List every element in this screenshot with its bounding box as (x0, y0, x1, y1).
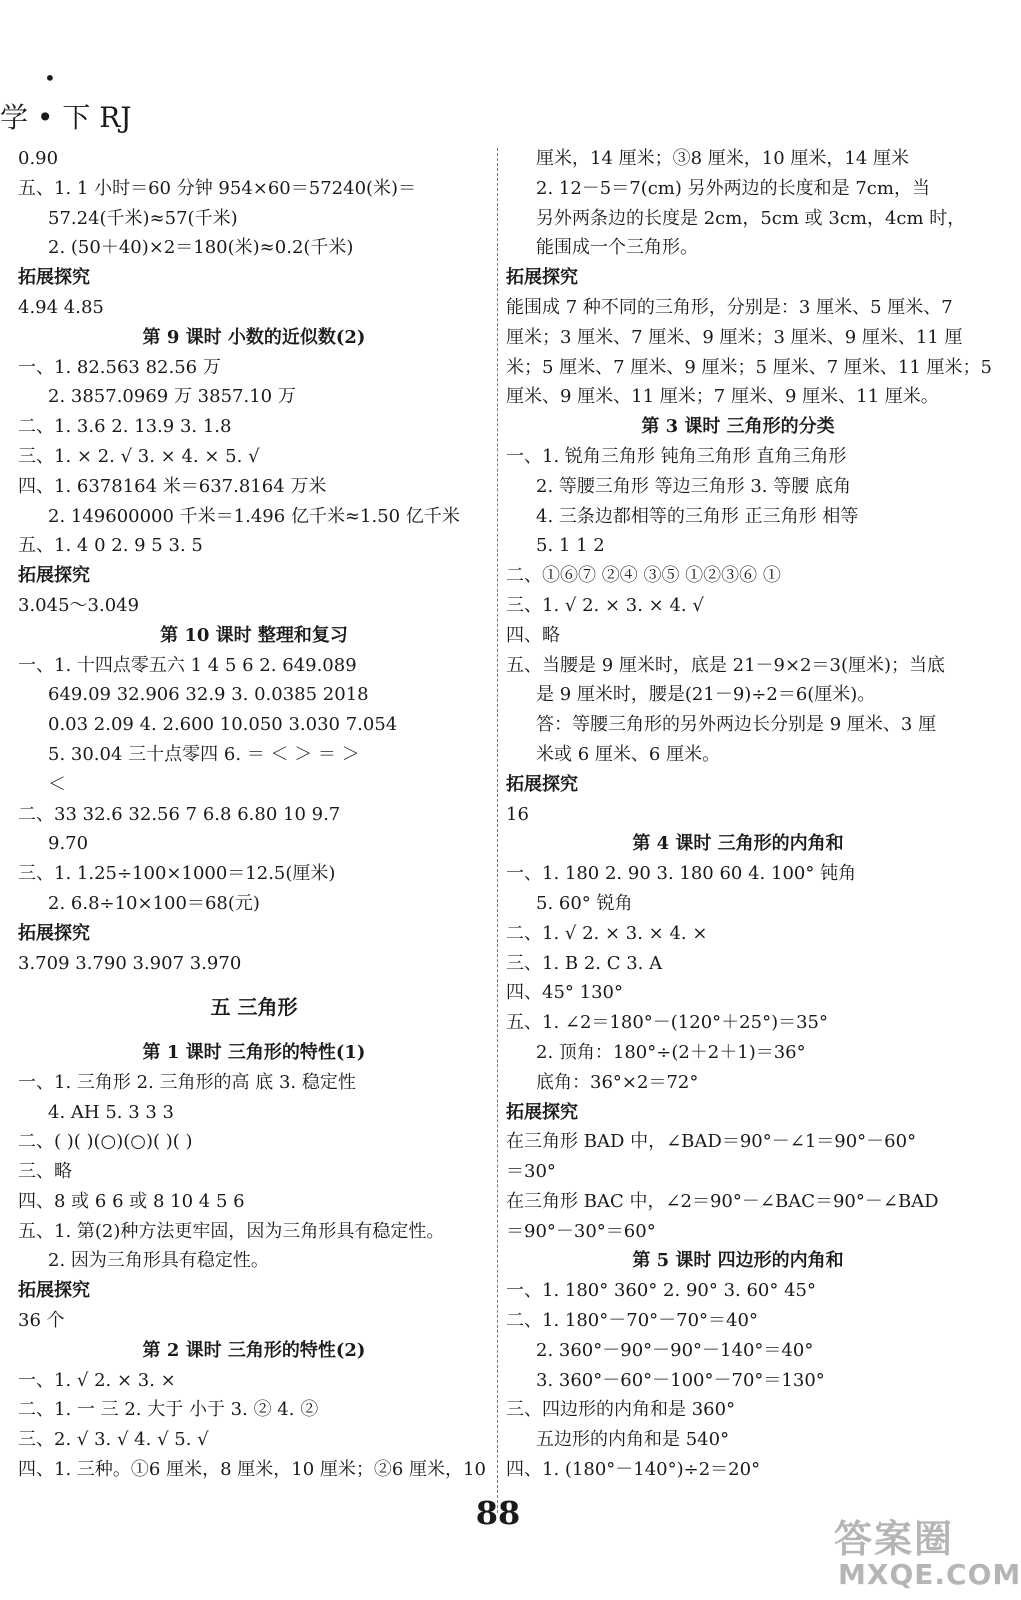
answer-line-indented: 2. 因为三角形具有稳定性。 (48, 1250, 269, 1272)
section-heading: 拓展探究 (506, 267, 578, 289)
answer-line: 五、1. 1 小时＝60 分钟 954×60＝57240(米)＝ (18, 177, 417, 199)
answer-line: 四、1. 三种。①6 厘米，8 厘米，10 厘米；②6 厘米，10 (18, 1459, 486, 1481)
answer-line-indented: 2. (50＋40)×2＝180(米)≈0.2(千米) (48, 237, 354, 259)
left-column (18, 144, 490, 1485)
answer-line: 二、1. √ 2. × 3. × 4. × (506, 922, 708, 944)
answer-line: 三、四边形的内角和是 360° (506, 1399, 736, 1421)
answer-line-indented: 2. 3857.0969 万 3857.10 万 (48, 386, 296, 408)
lesson-title: 第 5 课时 四边形的内角和 (632, 1250, 844, 1272)
answer-line: 四、1. (180°－140°)÷2＝20° (506, 1459, 761, 1481)
answer-line-indented: 答：等腰三角形的另外两边长分别是 9 厘米、3 厘 (536, 714, 937, 736)
answer-line: 三、1. √ 2. × 3. × 4. √ (506, 594, 704, 616)
answer-line: 能围成 7 种不同的三角形，分别是：3 厘米、5 厘米、7 (506, 296, 953, 318)
answer-line-indented: 9.70 (48, 833, 89, 855)
answer-line: 二、①⑥⑦ ②④ ③⑤ ①②③⑥ ① (506, 565, 781, 587)
answer-line: 四、8 或 6 6 或 8 10 4 5 6 (18, 1190, 245, 1212)
answer-line-indented: 米或 6 厘米、6 厘米。 (536, 743, 721, 765)
answer-line: 一、1. 十四点零五六 1 4 5 6 2. 649.089 (18, 654, 357, 676)
lesson-title: 第 2 课时 三角形的特性(2) (142, 1339, 366, 1361)
column-divider (497, 148, 498, 1513)
chapter-title: 五 三角形 (210, 995, 298, 1020)
answer-line-indented: 4. AH 5. 3 3 3 (48, 1101, 175, 1123)
answer-line: 四、略 (506, 624, 560, 646)
answer-line-indented: 57.24(千米)≈57(千米) (48, 207, 238, 229)
answer-line-indented: 五边形的内角和是 540° (536, 1429, 730, 1451)
section-heading: 拓展探究 (18, 565, 90, 587)
answer-line-indented: 2. 6.8÷10×100＝68(元) (48, 892, 260, 914)
answer-line-indented: 4. 三条边都相等的三角形 正三角形 相等 (536, 505, 859, 527)
answer-line: 一、1. √ 2. × 3. × (18, 1369, 176, 1391)
answer-line: 二、33 32.6 32.56 7 6.8 6.80 10 9.7 (18, 803, 341, 825)
answer-line: 二、1. 一 三 2. 大于 小于 3. ② 4. ② (18, 1399, 319, 1421)
answer-line: ＝30° (506, 1161, 556, 1183)
lesson-title: 第 3 课时 三角形的分类 (641, 416, 835, 438)
answer-line: 3.709 3.790 3.907 3.970 (18, 952, 242, 974)
answer-line: 0.90 (18, 148, 59, 169)
answer-line: 厘米；3 厘米、7 厘米、9 厘米；3 厘米、9 厘米、11 厘 (506, 326, 963, 348)
answer-line: 五、1. 4 0 2. 9 5 3. 5 (18, 535, 203, 557)
answer-line-indented: 2. 顶角：180°÷(2＋2＋1)＝36° (536, 1041, 806, 1063)
section-heading: 拓展探究 (506, 773, 578, 795)
answer-line: 在三角形 BAD 中，∠BAD＝90°－∠1＝90°－60° (506, 1131, 917, 1153)
answer-line: 16 (506, 803, 529, 825)
section-heading: 拓展探究 (18, 922, 90, 944)
answer-line: 一、1. 180 2. 90 3. 180 60 4. 100° 钝角 (506, 863, 857, 885)
answer-line-indented: ＜ (48, 773, 66, 795)
answer-line-indented: 3. 360°－60°－100°－70°＝130° (536, 1369, 825, 1391)
right-column (506, 144, 992, 1485)
header-dot: • (44, 66, 56, 90)
answer-line: 二、( )( )(○)(○)( )( ) (18, 1131, 193, 1153)
answer-line-indented: 5. 60° 锐角 (536, 892, 633, 914)
answer-line: 三、1. 1.25÷100×1000＝12.5(厘米) (18, 863, 336, 885)
page-header (0, 0, 996, 140)
answer-line: 二、1. 180°－70°－70°＝40° (506, 1310, 758, 1332)
answer-line-indented: 5. 30.04 三十点零四 6. ＝ ＜ ＞ ＝ ＞ (48, 743, 360, 765)
page-number: 88 (475, 1494, 521, 1532)
answer-line: 一、1. 180° 360° 2. 90° 3. 60° 45° (506, 1280, 816, 1302)
section-heading: 拓展探究 (18, 1280, 90, 1302)
answer-line: 四、45° 130° (506, 982, 623, 1004)
answer-line-indented: 2. 等腰三角形 等边三角形 3. 等腰 底角 (536, 475, 851, 497)
answer-line-indented: 是 9 厘米时，腰是(21－9)÷2＝6(厘米)。 (536, 684, 876, 706)
answer-line: 36 个 (18, 1310, 65, 1332)
lesson-title: 第 9 课时 小数的近似数(2) (142, 326, 366, 348)
answer-line: 4.94 4.85 (18, 296, 104, 318)
answer-line-indented: 底角：36°×2＝72° (536, 1071, 699, 1093)
header-title: 学 • 下 RJ (0, 101, 132, 134)
answer-line: 米；5 厘米、7 厘米、9 厘米；5 厘米、7 厘米、11 厘米；5 (506, 356, 992, 378)
watermark-url: MXQE.COM (838, 1558, 1021, 1591)
answer-line-indented: 2. 149600000 千米＝1.496 亿千米≈1.50 亿千米 (48, 505, 460, 527)
answer-line: 五、1. ∠2＝180°－(120°＋25°)＝35° (506, 1012, 828, 1034)
answer-line: 在三角形 BAC 中，∠2＝90°－∠BAC＝90°－∠BAD (506, 1190, 939, 1212)
answer-line-indented: 另外两条边的长度是 2cm，5cm 或 3cm，4cm 时， (536, 207, 966, 229)
answer-line: 一、1. 82.563 82.56 万 (18, 356, 221, 378)
answer-line: 三、1. B 2. C 3. A (506, 952, 663, 974)
answer-line: 一、1. 锐角三角形 钝角三角形 直角三角形 (506, 445, 847, 467)
lesson-title: 第 4 课时 三角形的内角和 (632, 833, 844, 855)
answer-line-indented: 0.03 2.09 4. 2.600 10.050 3.030 7.054 (48, 714, 398, 736)
answer-line-indented: 2. 360°－90°－90°－140°＝40° (536, 1339, 814, 1361)
answer-line: 三、略 (18, 1161, 72, 1183)
answer-line: 二、1. 3.6 2. 13.9 3. 1.8 (18, 416, 232, 438)
answer-line: 一、1. 三角形 2. 三角形的高 底 3. 稳定性 (18, 1071, 356, 1093)
answer-line-indented: 2. 12－5＝7(cm) 另外两边的长度和是 7cm，当 (536, 177, 930, 199)
answer-line: 3.045～3.049 (18, 594, 140, 616)
answer-line: 厘米、9 厘米、11 厘米；7 厘米、9 厘米、11 厘米。 (506, 386, 939, 408)
answer-line: 三、2. √ 3. √ 4. √ 5. √ (18, 1429, 209, 1451)
watermark-text: 答案圈 (834, 1517, 955, 1561)
section-heading: 拓展探究 (506, 1101, 578, 1123)
answer-line-indented: 5. 1 1 2 (536, 535, 605, 557)
watermark-logo (834, 1508, 1021, 1594)
lesson-title: 第 10 课时 整理和复习 (160, 624, 348, 646)
answer-line-indented: 能围成一个三角形。 (536, 237, 698, 259)
answer-line-indented: 厘米，14 厘米；③8 厘米，10 厘米，14 厘米 (536, 148, 910, 169)
answer-line: 五、当腰是 9 厘米时，底是 21－9×2＝3(厘米)；当底 (506, 654, 946, 676)
answer-line-indented: 649.09 32.906 32.9 3. 0.0385 2018 (48, 684, 369, 706)
answer-line: 四、1. 6378164 米＝637.8164 万米 (18, 475, 327, 497)
lesson-title: 第 1 课时 三角形的特性(1) (142, 1041, 366, 1063)
answer-line: 三、1. × 2. √ 3. × 4. × 5. √ (18, 445, 260, 467)
answer-line: 五、1. 第(2)种方法更牢固，因为三角形具有稳定性。 (18, 1220, 445, 1242)
section-heading: 拓展探究 (18, 267, 90, 289)
answer-line: ＝90°－30°＝60° (506, 1220, 656, 1242)
